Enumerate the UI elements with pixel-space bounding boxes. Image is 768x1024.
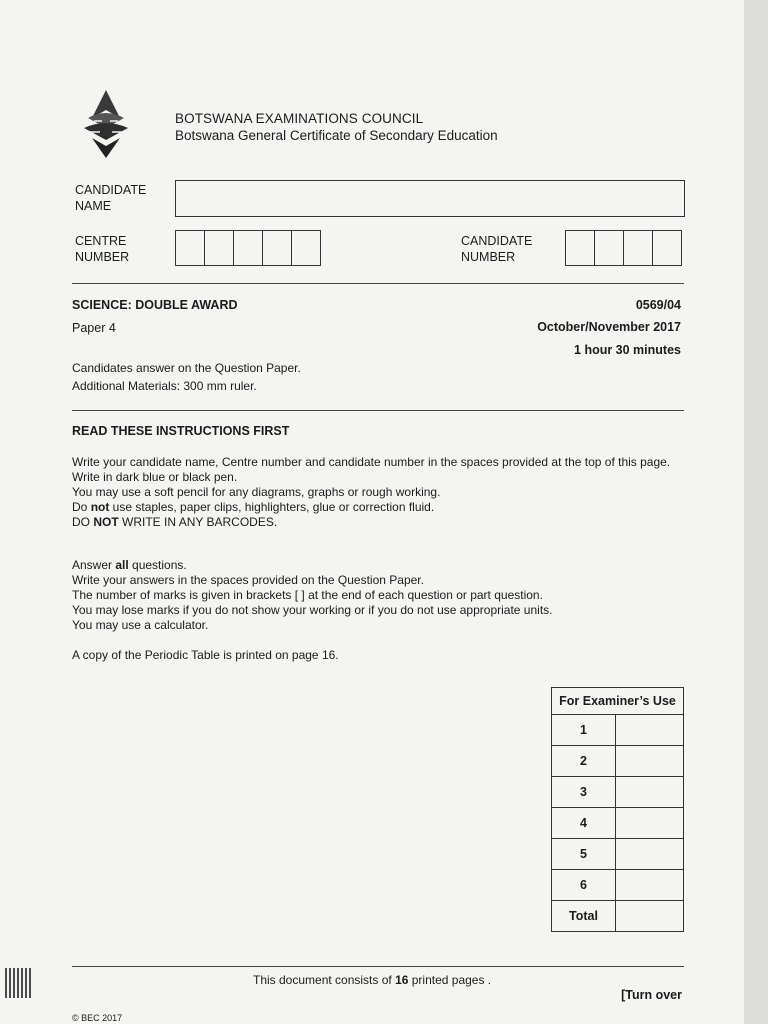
instruction-line xyxy=(72,500,682,515)
question-number: 3 xyxy=(552,777,616,808)
question-number: 6 xyxy=(552,870,616,901)
barcode-icon xyxy=(5,968,31,998)
divider xyxy=(72,283,684,284)
turn-over: [Turn over xyxy=(621,988,682,1002)
candidate-number-label-line2: NUMBER xyxy=(461,250,516,264)
text: use staples, paper clips, highlighters, glue or correction fluid. xyxy=(109,500,435,514)
emphasis: all xyxy=(115,558,129,572)
council-name: BOTSWANA EXAMINATIONS COUNCIL xyxy=(175,111,424,126)
subject-title: SCIENCE: DOUBLE AWARD xyxy=(72,298,238,312)
emphasis: not xyxy=(90,500,110,514)
certificate-title: Botswana General Certificate of Secondary Education xyxy=(175,128,498,143)
text: Do xyxy=(72,500,91,514)
page-count-note xyxy=(253,973,491,987)
text: This document consists of xyxy=(253,973,396,987)
instruction-line xyxy=(72,558,682,573)
candidate-name-label-line2: NAME xyxy=(75,199,112,213)
instruction-line: The number of marks is given in brackets [ ] at the end of each question or part question. xyxy=(72,588,543,602)
question-number: 2 xyxy=(552,746,616,777)
mark-cell[interactable] xyxy=(616,839,684,870)
mark-cell[interactable] xyxy=(616,870,684,901)
candidate-number-field[interactable] xyxy=(565,230,682,266)
instructions-heading: READ THESE INSTRUCTIONS FIRST xyxy=(72,424,290,438)
text: printed pages . xyxy=(408,973,492,987)
paper-code: 0569/04 xyxy=(635,298,681,312)
instruction-line xyxy=(72,515,682,530)
question-number: 5 xyxy=(552,839,616,870)
mark-cell[interactable] xyxy=(616,715,684,746)
bec-logo-icon xyxy=(80,88,132,160)
instruction-line: Write in dark blue or black pen. xyxy=(72,470,238,484)
mark-cell[interactable] xyxy=(616,777,684,808)
question-number: 4 xyxy=(552,808,616,839)
candidate-number-label-line1: CANDIDATE xyxy=(461,234,533,248)
text: questions. xyxy=(128,558,187,572)
total-cell[interactable] xyxy=(616,901,684,932)
candidate-name-label-line1: CANDIDATE xyxy=(75,183,147,197)
exam-duration: 1 hour 30 minutes xyxy=(574,343,681,357)
instruction-line: Write your answers in the spaces provided on the Question Paper. xyxy=(72,573,424,587)
centre-number-field[interactable] xyxy=(175,230,321,266)
page-count: 16 xyxy=(395,973,409,987)
instruction-line: You may lose marks if you do not show your working or if you do not use appropriate units. xyxy=(72,603,553,617)
text: DO xyxy=(72,515,94,529)
mark-cell[interactable] xyxy=(616,746,684,777)
copyright: © BEC 2017 xyxy=(72,1013,123,1023)
candidate-number-label xyxy=(461,233,532,265)
examiner-heading: For Examiner’s Use xyxy=(552,688,684,715)
mark-cell[interactable] xyxy=(616,808,684,839)
text: Answer xyxy=(72,558,116,572)
materials-line-2: Additional Materials: 300 mm ruler. xyxy=(72,379,257,393)
instruction-line: You may use a soft pencil for any diagrams, graphs or rough working. xyxy=(72,485,441,499)
examiner-table xyxy=(551,687,684,932)
centre-number-label xyxy=(75,233,129,265)
paper-number: Paper 4 xyxy=(72,321,116,335)
centre-label-line1: CENTRE xyxy=(75,234,127,248)
candidate-name-field[interactable] xyxy=(175,180,685,217)
candidate-name-label xyxy=(75,182,146,214)
centre-label-line2: NUMBER xyxy=(75,250,130,264)
exam-session: October/November 2017 xyxy=(537,320,681,334)
periodic-table-note: A copy of the Periodic Table is printed on page 16. xyxy=(72,648,339,662)
divider xyxy=(72,966,684,967)
instruction-line: You may use a calculator. xyxy=(72,618,209,632)
instruction-line: Write your candidate name, Centre number and candidate number in the spaces provided at the top of this page. xyxy=(72,455,671,469)
divider xyxy=(72,410,684,411)
text: WRITE IN ANY BARCODES. xyxy=(118,515,278,529)
instructions-block-1 xyxy=(72,455,682,530)
materials-line-1: Candidates answer on the Question Paper. xyxy=(72,361,301,375)
total-label: Total xyxy=(552,901,616,932)
instructions-block-2 xyxy=(72,558,682,633)
page-edge xyxy=(744,0,768,1024)
emphasis: NOT xyxy=(93,515,119,529)
question-number: 1 xyxy=(552,715,616,746)
